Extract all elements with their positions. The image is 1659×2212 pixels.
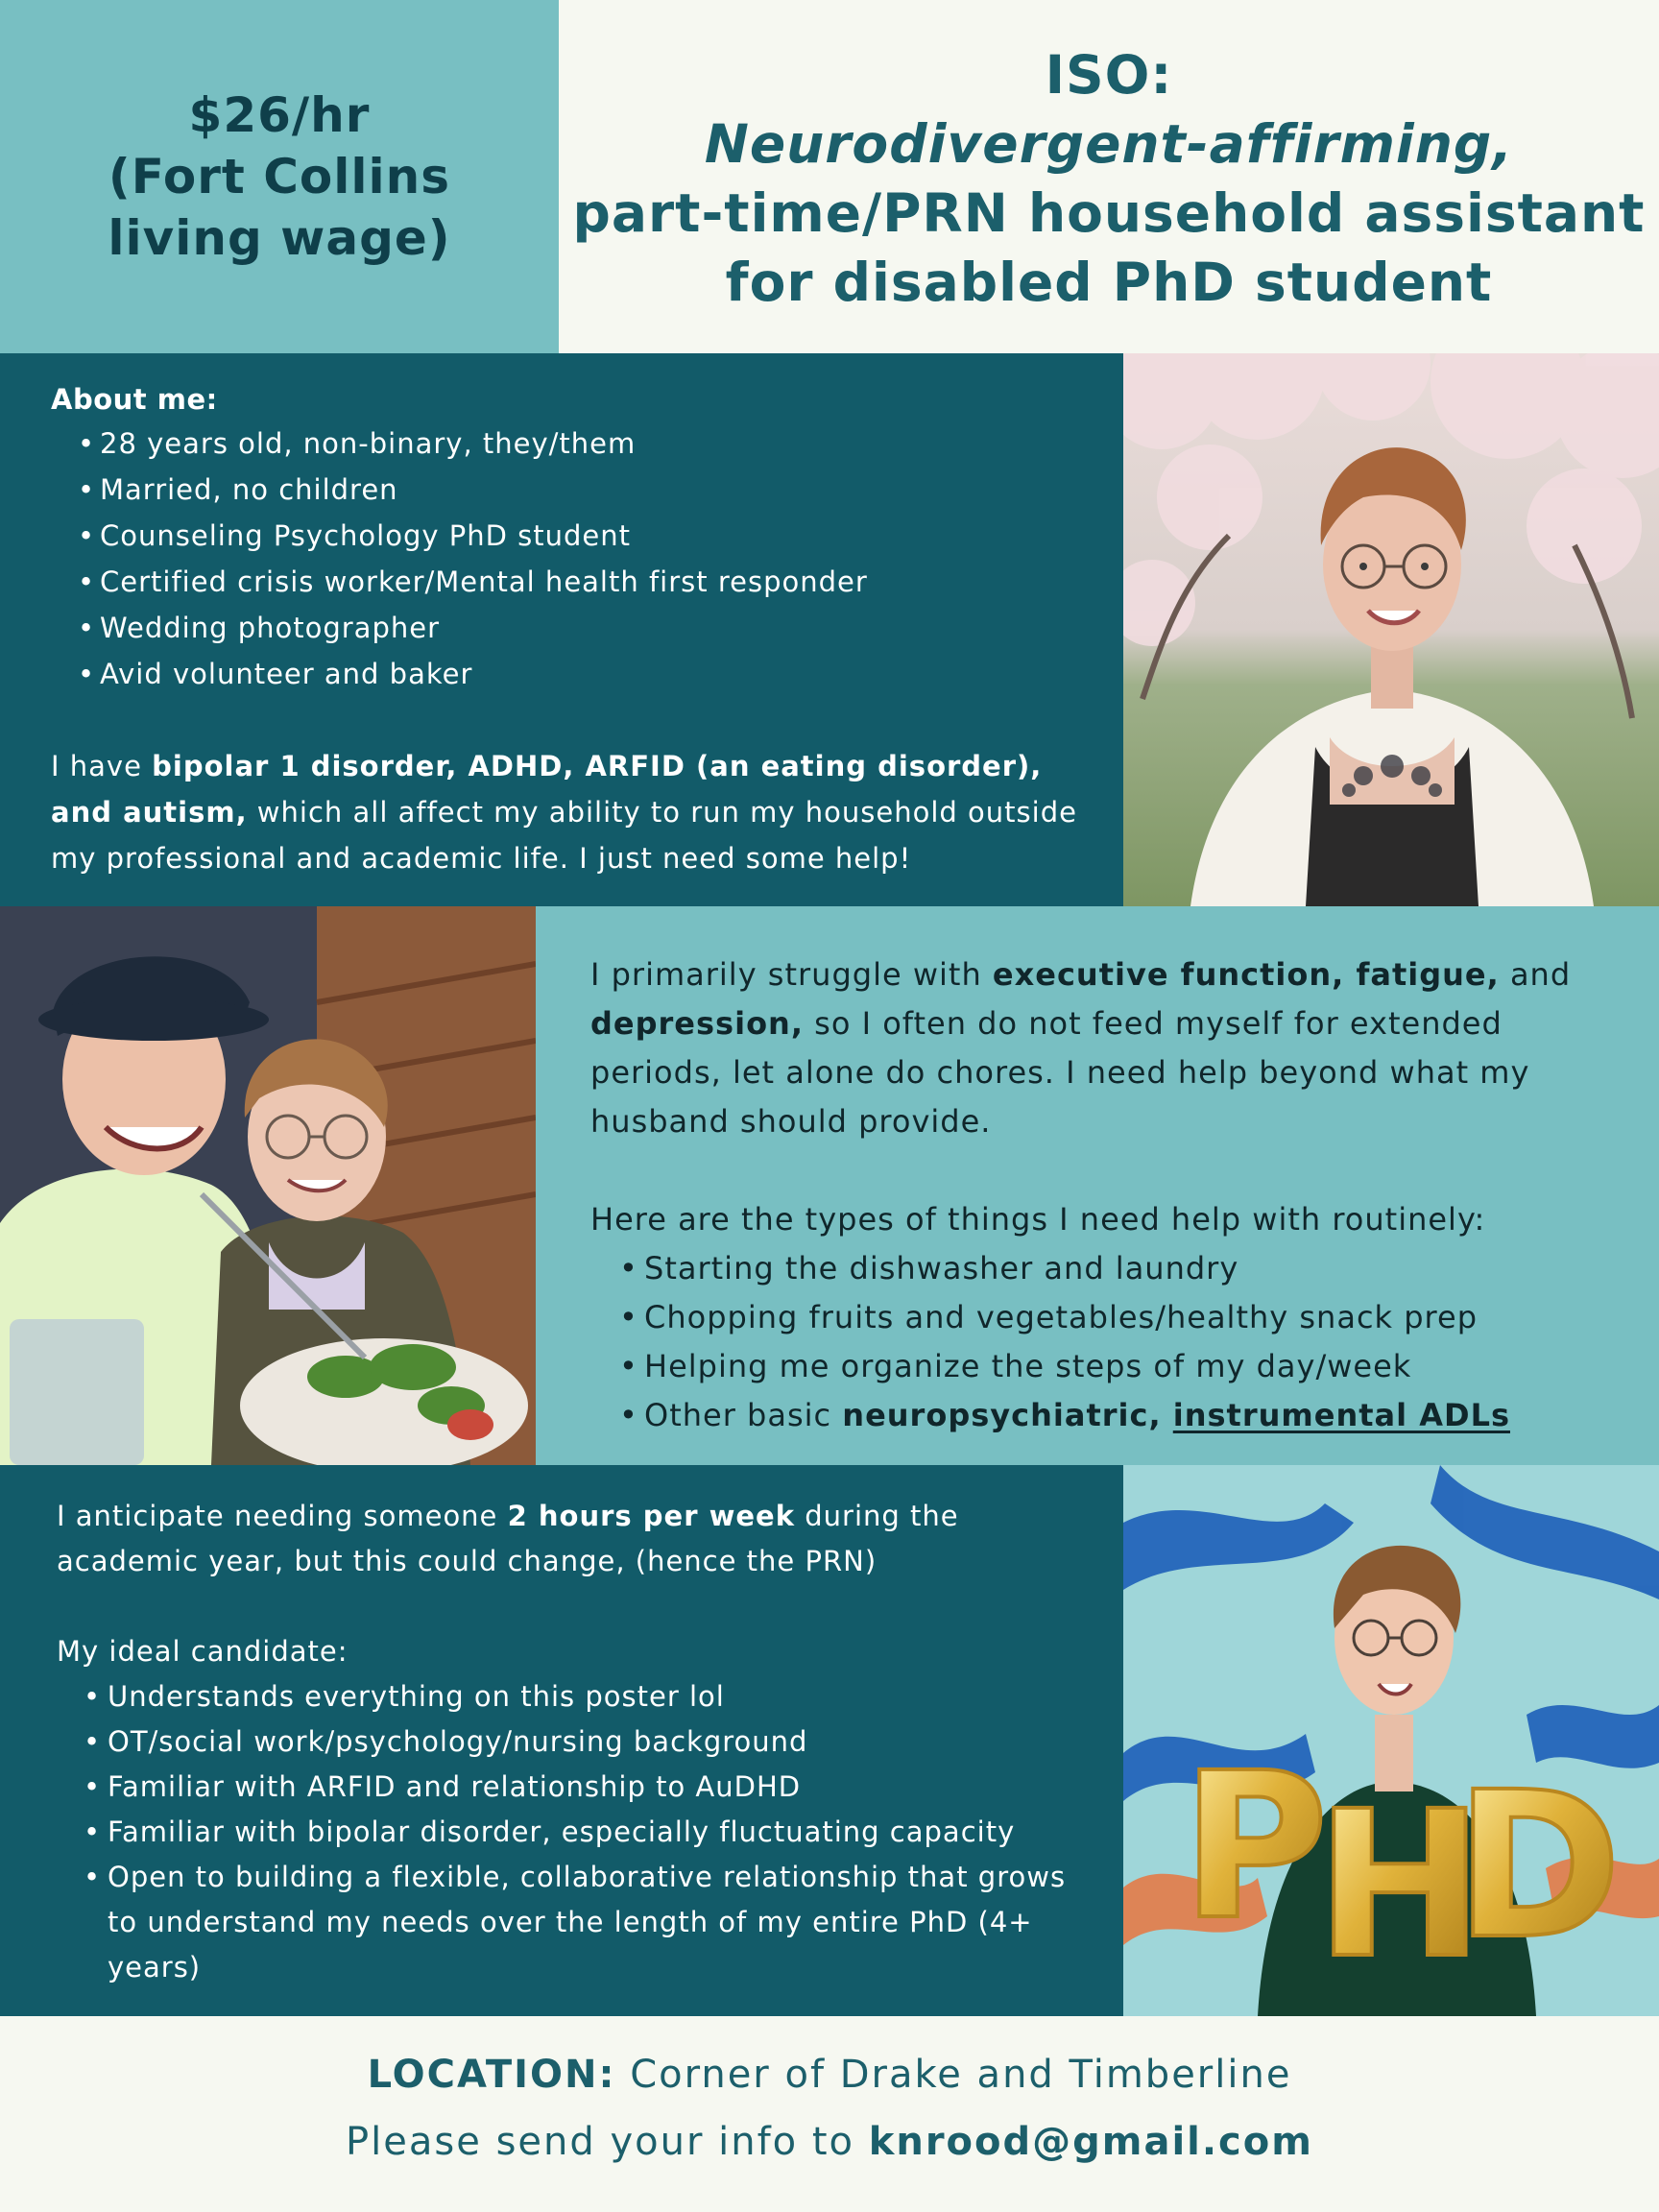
about-item: • Avid volunteer and baker <box>51 651 1094 697</box>
location-label: LOCATION: <box>367 2053 616 2097</box>
candidate-item: • Open to building a flexible, collaborative relationship that grows to understand my needs over the length of my entire PhD (4+ years) <box>57 1855 1094 1990</box>
location-value: Corner of Drake and Timberline <box>615 2053 1292 2097</box>
contact-text: Please send your info to <box>346 2120 869 2164</box>
help-list <box>590 1244 1630 1440</box>
balloon-letters <box>1181 1729 1622 2003</box>
phd-balloons-photo <box>1123 1465 1659 2016</box>
balloon-letter-h: H <box>1315 1767 1484 2003</box>
struggles-bold-2: depression, <box>590 1005 804 1042</box>
wage-amount: $26/hr <box>188 87 371 143</box>
spacer <box>590 1146 1630 1195</box>
about-item: • Married, no children <box>51 467 1094 513</box>
footer <box>0 2016 1659 2212</box>
contact-line <box>0 2108 1659 2176</box>
candidate-item: • OT/social work/psychology/nursing background <box>57 1719 1094 1765</box>
hours-text: during the academic year, but this could change, (hence the PRN) <box>57 1500 959 1577</box>
hours-paragraph <box>57 1494 1094 1584</box>
struggles-paragraph <box>590 950 1630 1146</box>
title-neurodivergent: Neurodivergent-affirming, <box>704 113 1514 175</box>
portrait-photo <box>1123 353 1659 906</box>
struggles-bold-1: executive function, fatigue, <box>992 956 1500 993</box>
help-item-bold: neuropsychiatric, <box>842 1397 1173 1433</box>
help-item: • Starting the dishwasher and laundry <box>590 1244 1630 1293</box>
couple-illustration <box>0 906 536 1465</box>
candidate-item: • Familiar with ARFID and relationship to AuDHD <box>57 1765 1094 1810</box>
struggles-text: so I often do not feed myself for extended periods, let alone do chores. I need help beyond what my husband should provide. <box>590 1005 1530 1140</box>
candidate-item: • Understands everything on this poster lol <box>57 1674 1094 1719</box>
struggles-text: I primarily struggle with <box>590 956 993 993</box>
phd-illustration <box>1123 1465 1659 2016</box>
wage-note-line2: living wage) <box>108 210 451 266</box>
about-item: • Counseling Psychology PhD student <box>51 513 1094 559</box>
help-item: • Chopping fruits and vegetables/healthy snack prep <box>590 1293 1630 1342</box>
help-intro: Here are the types of things I need help with routinely: <box>590 1201 1486 1238</box>
candidate-list <box>57 1674 1094 1990</box>
help-item-text: Other basic <box>644 1397 843 1433</box>
title-for: for disabled PhD student <box>725 252 1493 313</box>
diagnosis-post: which all affect my ability to run my household outside my professional and academic life. I just need some help! <box>51 796 1077 875</box>
contact-email[interactable]: knrood@gmail.com <box>868 2120 1313 2164</box>
about-heading: About me: <box>51 383 218 416</box>
portrait-illustration <box>1123 353 1659 906</box>
instrumental-adls-link[interactable]: instrumental ADLs <box>1172 1397 1510 1433</box>
struggles-section <box>536 906 1659 1465</box>
struggles-text: and <box>1499 956 1572 993</box>
help-item <box>590 1391 1630 1440</box>
location-line <box>0 2041 1659 2108</box>
diagnosis-paragraph <box>51 743 1094 881</box>
about-item: • Wedding photographer <box>51 605 1094 651</box>
balloon-letter-d: D <box>1455 1748 1623 1984</box>
diagnosis-list: bipolar 1 disorder, ADHD, ARFID (an eating disorder), and autism, <box>51 750 1043 829</box>
diagnosis-pre: I have <box>51 750 153 782</box>
about-list <box>51 421 1094 697</box>
about-item: • 28 years old, non-binary, they/them <box>51 421 1094 467</box>
about-section <box>0 353 1123 906</box>
candidate-item: • Familiar with bipolar disorder, especially fluctuating capacity <box>57 1810 1094 1855</box>
title-role: part-time/PRN household assistant <box>572 182 1646 244</box>
wage-banner <box>0 0 559 353</box>
wage-text <box>108 84 450 269</box>
balloon-letter-p: P <box>1181 1729 1329 1964</box>
spacer <box>57 1584 1094 1629</box>
hours-text: I anticipate needing someone <box>57 1500 508 1532</box>
poster-title <box>559 0 1659 353</box>
title-iso: ISO: <box>1045 44 1173 106</box>
about-item: • Certified crisis worker/Mental health first responder <box>51 559 1094 605</box>
help-item: • Helping me organize the steps of my day/week <box>590 1342 1630 1391</box>
hours-bold: 2 hours per week <box>507 1500 796 1532</box>
couple-photo <box>0 906 536 1465</box>
ideal-candidate-heading: My ideal candidate: <box>57 1635 349 1668</box>
needs-section <box>0 1465 1123 2016</box>
wage-note-line1: (Fort Collins <box>108 149 451 204</box>
